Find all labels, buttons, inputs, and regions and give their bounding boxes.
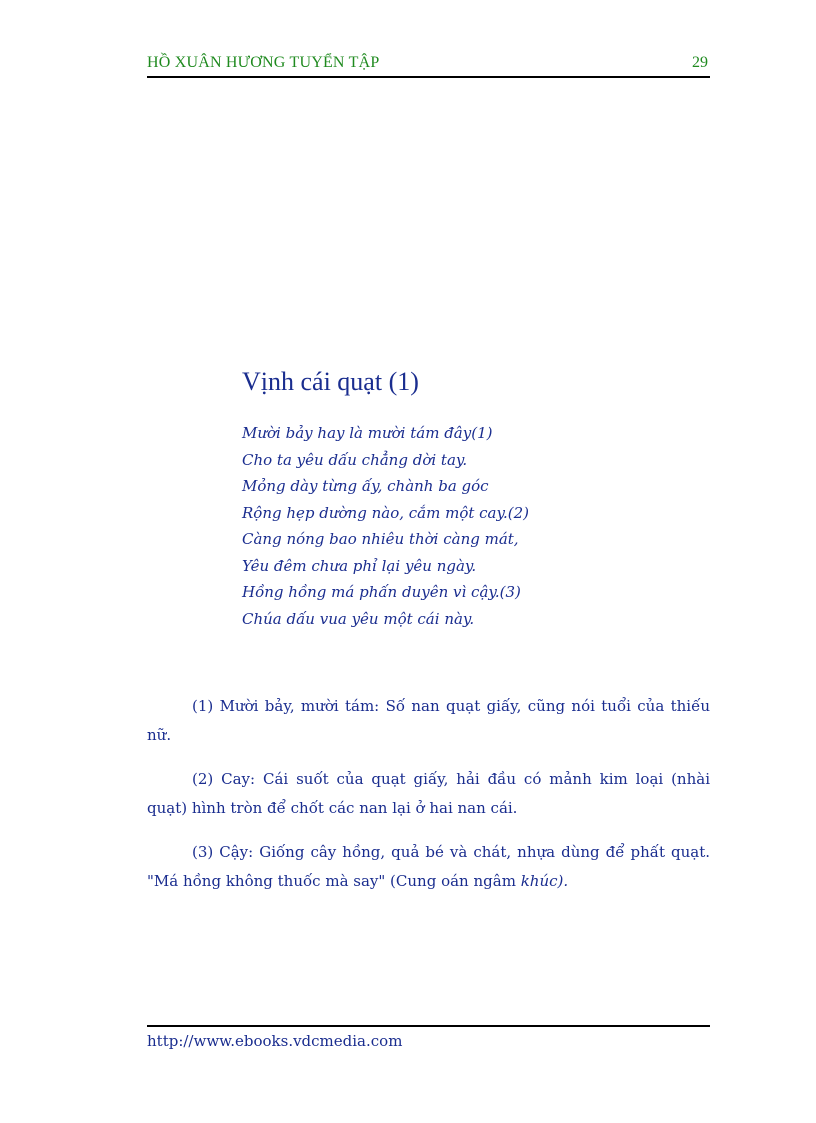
footnote-3 bbox=[147, 838, 710, 896]
footnote-text: (3) Cậy: Giống cây hồng, quả bé và chát, nhựa dùng để phất quạt. "Má hồng không thuốc mà say" (Cung oán ngâm bbox=[147, 843, 710, 890]
footer-url-link[interactable]: http://www.ebooks.vdcmedia.com bbox=[147, 1032, 403, 1050]
poem-line: Hồng hồng má phấn duyên vì cậy.(3) bbox=[242, 583, 521, 601]
footnote-text: (2) Cay: Cái suốt của quạt giấy, hải đầu có mảnh kim loại (nhài quạt) hình tròn để chốt các nan lại ở hai nan cái. bbox=[147, 770, 710, 817]
poem bbox=[242, 364, 702, 632]
footnote-italic-text: khúc). bbox=[520, 872, 569, 890]
poem-line: Rộng hẹp dường nào, cắm một cay.(2) bbox=[242, 503, 529, 522]
footnote-1 bbox=[147, 692, 710, 750]
poem-line: Càng nóng bao nhiêu thời càng mát, bbox=[242, 530, 519, 548]
poem-line: Mỏng dày từng ấy, chành ba góc bbox=[242, 477, 489, 495]
footer-divider bbox=[147, 1025, 710, 1027]
poem-line: Cho ta yêu dấu chẳng dời tay. bbox=[242, 450, 468, 469]
poem-line: Mười bảy hay là mười tám đây(1) bbox=[242, 424, 493, 442]
poem-line: Yêu đêm chưa phỉ lại yêu ngày. bbox=[242, 556, 477, 575]
footnote-text: (1) Mười bảy, mười tám: Số nan quạt giấy, cũng nói tuổi của thiếu nữ. bbox=[147, 697, 710, 744]
page-number: 29 bbox=[692, 54, 708, 71]
page-header bbox=[147, 54, 710, 78]
poem-title: Vịnh cái quạt (1) bbox=[242, 367, 419, 396]
footnotes bbox=[147, 692, 710, 911]
footnote-2 bbox=[147, 765, 710, 823]
poem-line: Chúa dấu vua yêu một cái này. bbox=[242, 609, 475, 628]
poem-lines bbox=[242, 420, 702, 632]
book-title: HỒ XUÂN HƯƠNG TUYỂN TẬP bbox=[147, 54, 380, 71]
